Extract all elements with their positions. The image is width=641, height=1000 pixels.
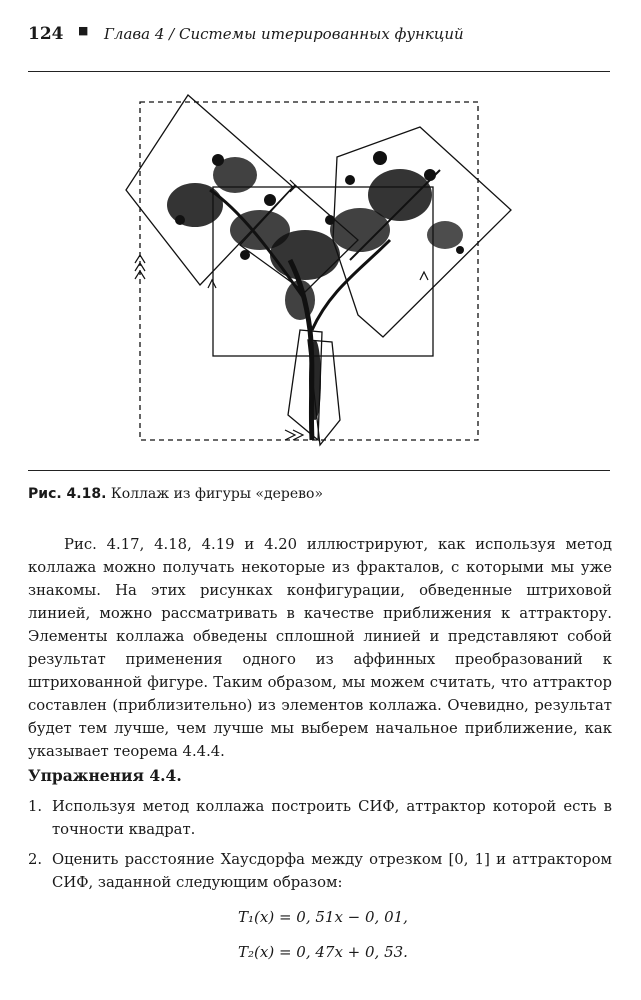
page-header bbox=[28, 20, 612, 50]
figure-caption bbox=[28, 486, 323, 502]
formula-t1: T₁(x) = 0, 51x − 0, 01, bbox=[238, 908, 408, 926]
page-number: 124 bbox=[28, 24, 64, 44]
exercise-item bbox=[28, 848, 612, 894]
exercises-heading: Упражнения 4.4. bbox=[28, 766, 182, 785]
tree-collage-figure bbox=[100, 80, 530, 460]
figure-rule bbox=[28, 470, 610, 471]
header-rule bbox=[28, 71, 610, 72]
caption-label: Рис. 4.18. bbox=[28, 486, 107, 502]
header-bullet: ■ bbox=[78, 24, 89, 37]
running-title: Глава 4 / Системы итерированных функций bbox=[104, 25, 464, 43]
exercise-text: Используя метод коллажа построить СИФ, аттрактор которой есть в точности квадрат. bbox=[52, 798, 612, 838]
body-paragraph: Рис. 4.17, 4.18, 4.19 и 4.20 иллюстрируют, как используя метод коллажа можно получать некоторые из фракталов, с которыми мы уже знакомы. На этих рисунках конфигурации, обведенные штриховой линией, можно рассматривать в качестве приближения к аттрактору. Элементы коллажа обведены сплошной линией и представляют собой результат применения одного из аффинных преобразований к штрихованной фигуре. Таким образом, мы можем считать, что аттрактор составлен (приблизительно) из элементов коллажа. Очевидно, результат будет тем лучше, чем лучше мы выберем начальное приближение, как указывает теорема 4.4.4. bbox=[28, 536, 612, 760]
exercise-number: 1. bbox=[28, 798, 43, 815]
exercise-text: Оценить расстояние Хаусдорфа между отрезком [0, 1] и аттрактором СИФ, заданной следующим образом: bbox=[52, 851, 612, 891]
tree-foliage bbox=[167, 151, 464, 420]
formula-t2: T₂(x) = 0, 47x + 0, 53. bbox=[238, 943, 408, 961]
exercise-item bbox=[28, 795, 612, 841]
caption-text: Коллаж из фигуры «дерево» bbox=[110, 486, 324, 502]
exercise-number: 2. bbox=[28, 851, 43, 868]
